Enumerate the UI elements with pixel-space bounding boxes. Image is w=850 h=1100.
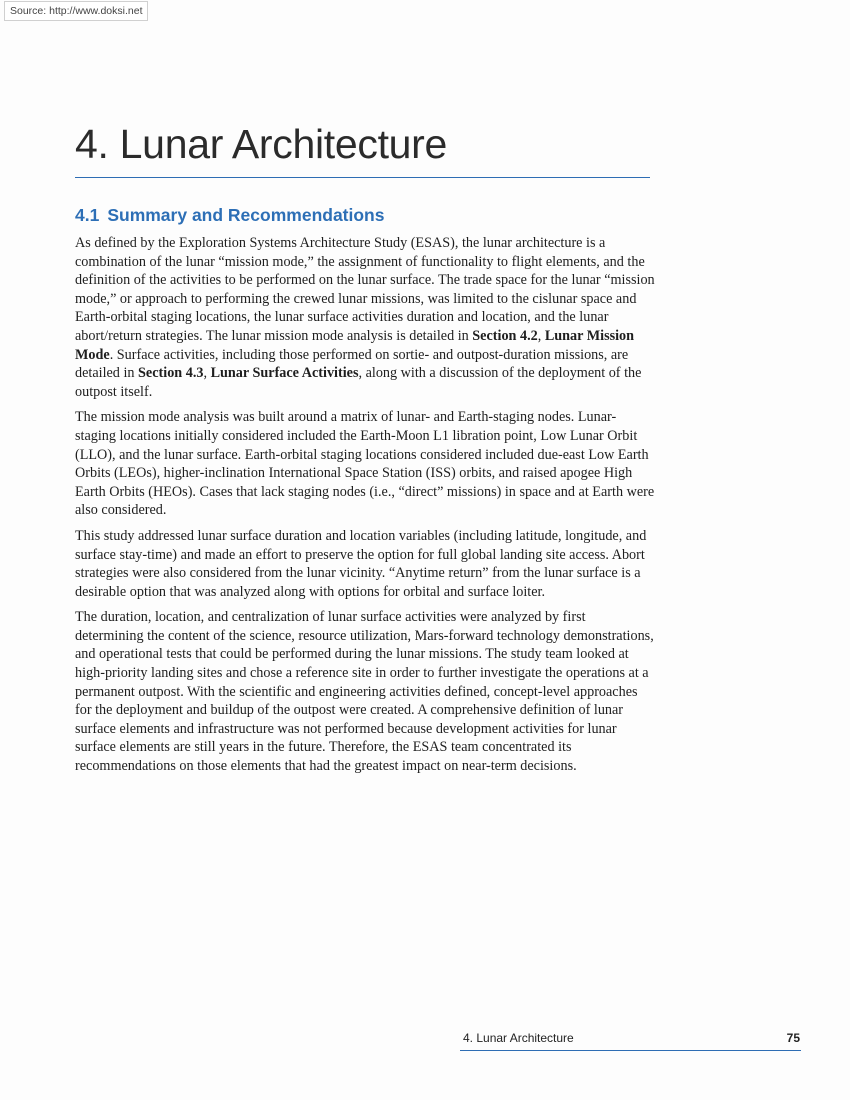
lunar-mission-mode-reference: Lunar Mission Mode (75, 327, 635, 363)
section-title: Summary and Recommendations (107, 205, 385, 225)
separator: , (203, 365, 211, 382)
chapter-title: 4. Lunar Architecture (75, 121, 448, 167)
lunar-surface-activities-reference: Lunar Surface Activities (210, 365, 359, 382)
body-text (75, 234, 655, 783)
section-4-3-reference: Section 4.3 (138, 365, 204, 382)
paragraph-3: This study addressed lunar surface duration and location variables (including latitude, longitude, and surface stay-time) and made an effort to preserve the option for full global landing site access. Abort strategies were also considered from the lunar vicinity. “Anytime return” from the lunar surface is a desirable option that was analyzed along with options for orbital and surface loiter. (75, 527, 647, 600)
source-label[interactable]: Source: http://www.doksi.net (4, 1, 148, 21)
paragraph-1-text-c: , along with a discussion of the deployment of the outpost itself. (75, 365, 642, 400)
paragraph-1 (75, 234, 655, 401)
paragraph-1-text-b: . Surface activities, including those performed on sortie- and outpost-duration missions, are detailed in (75, 346, 629, 382)
paragraph-1-text-a: As defined by the Exploration Systems Architecture Study (ESAS), the lunar architecture is a combination of the lunar “mission mode,” the assignment of functionality to flight elements, and the definition of the activities to be performed on the lunar surface. The trade space for the lunar “mission mode,” or approach to performing the crewed lunar missions, was limited to the cislunar space and Earth-orbital staging locations, the lunar surface activities duration and location, and the lunar abort/return strategies. The lunar mission mode analysis is detailed in (75, 235, 655, 344)
paragraph-4: The duration, location, and centralization of lunar surface activities were analyzed by first determining the content of the science, resource utilization, Mars-forward technology demonstrations, and operational tests that could be performed during the lunar missions. The study team looked at high-priority landing sites and chose a reference site in order to further investigate the operations at a permanent outpost. With the scientific and engineering activities defined, concept-level approaches for the deployment and buildup of the outpost were created. A comprehensive definition of lunar surface elements and infrastructure was not performed because development activities for lunar surface elements are still years in the future. Therefore, the ESAS team concentrated its recommendations on those elements that had the greatest impact on near-term decisions. (75, 609, 654, 775)
paragraph-2: The mission mode analysis was built around a matrix of lunar- and Earth-staging nodes. Lunar-staging locations initially considered included the Earth-Moon L1 libration point, Low Lunar Orbit (LLO), and the lunar surface. Earth-orbital staging locations considered included due-east Low Earth Orbits (LEOs), higher-inclination International Space Station (ISS) orbits, and raised apogee High Earth Orbits (HEOs). Cases that lack staging nodes (i.e., “direct” missions) in space and at Earth were also considered. (75, 409, 655, 519)
section-4-2-reference: Section 4.2 (472, 327, 538, 344)
footer-divider (460, 1050, 801, 1051)
separator: , (537, 327, 545, 344)
section-number: 4.1 (75, 205, 100, 225)
footer-chapter-label: 4. Lunar Architecture (463, 1031, 574, 1045)
title-divider (75, 177, 650, 178)
page-number: 75 (786, 1031, 800, 1045)
section-heading (75, 204, 384, 226)
